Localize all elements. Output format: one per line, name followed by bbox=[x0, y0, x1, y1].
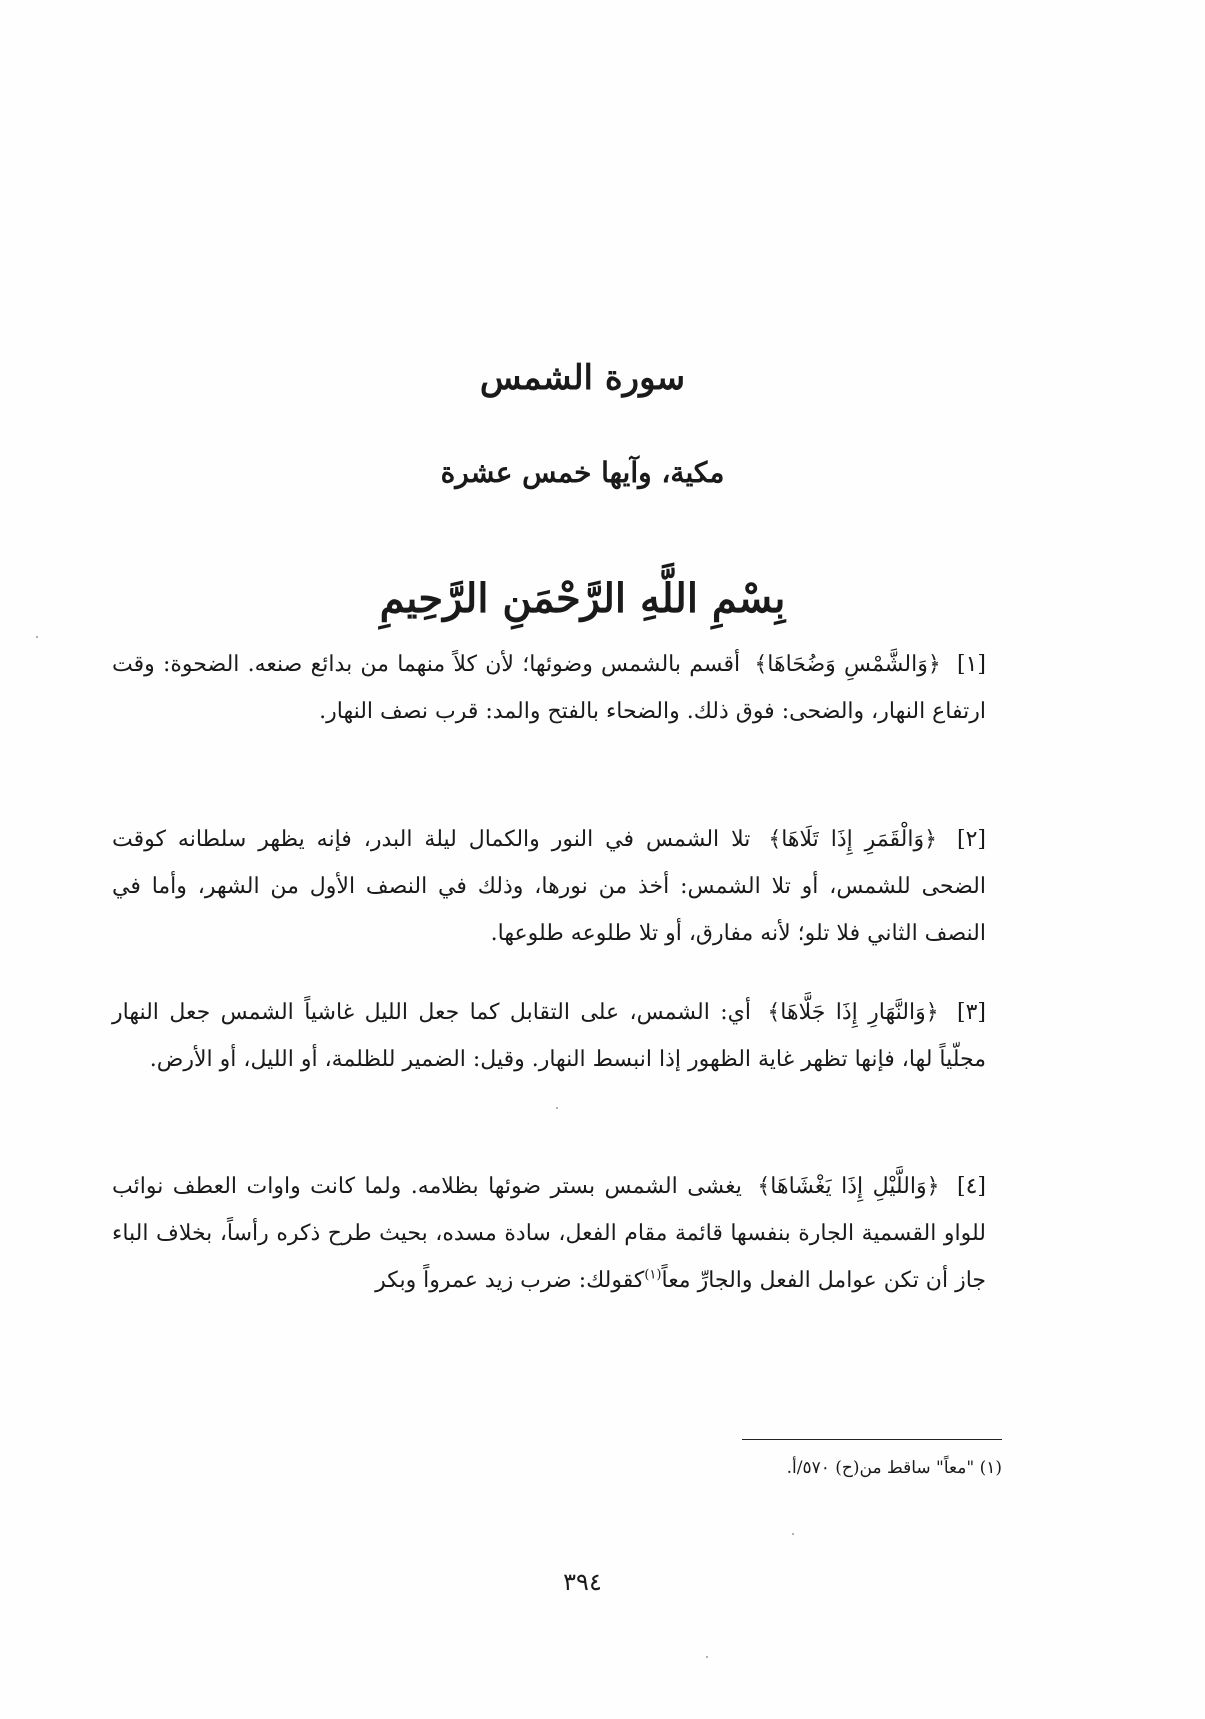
paragraph-text: تلا الشمس في النور والكمال ليلة البدر، فإنه يظهر سلطانه كوقت الضحى للشمس، أو تلا الشمس: أخذ من نورها، وذلك في النصف الأول من الشهر، وأما في النصف الثاني فلا تلو؛ لأنه مفارق، أو تلا طلوعه طلوعها. bbox=[112, 827, 986, 946]
paragraph-text: أقسم بالشمس وضوئها؛ لأن كلاً منهما من بدائع صنعه. الضحوة: وقت ارتفاع النهار، والضحى: فوق ذلك. والضحاء بالفتح والمد: قرب نصف النهار. bbox=[112, 652, 986, 724]
paragraph-3 bbox=[112, 989, 986, 1083]
paragraph-2 bbox=[112, 816, 986, 957]
paragraph-1 bbox=[112, 641, 986, 735]
scan-speck bbox=[556, 1107, 558, 1109]
paragraph-text: أي: الشمس، على التقابل كما جعل الليل غاشياً الشمس جعل النهار مجلّياً لها، فإنها تظهر غاية الظهور إذا انبسط النهار. وقيل: الضمير للظلمة، أو الليل، أو الأرض. bbox=[112, 1000, 986, 1072]
verse-number: [٤] bbox=[956, 1174, 986, 1199]
scan-speck bbox=[36, 636, 38, 638]
surah-subtitle: مكية، وآيها خمس عشرة bbox=[440, 456, 725, 489]
verse-quote: ﴿وَالنَّهَارِ إِذَا جَلَّاهَا﴾ bbox=[767, 1000, 939, 1025]
scan-speck bbox=[706, 1656, 708, 1658]
verse-quote: ﴿وَالْقَمَرِ إِذَا تَلَاهَا﴾ bbox=[768, 827, 938, 852]
verse-number: [٣] bbox=[957, 1000, 987, 1025]
verse-number: [٢] bbox=[956, 827, 986, 852]
scan-speck bbox=[792, 1533, 794, 1535]
footnote: (١) "معاً" ساقط من(ح) ٥٧٠/أ. bbox=[786, 1458, 1002, 1478]
page-number: ٣٩٤ bbox=[563, 1568, 602, 1596]
footnote-divider bbox=[742, 1439, 1002, 1440]
footnote-reference: (١) bbox=[644, 1267, 662, 1283]
verse-number: [١] bbox=[957, 652, 987, 677]
paragraph-4 bbox=[112, 1163, 986, 1304]
verse-quote: ﴿وَاللَّيْلِ إِذَا يَغْشَاهَا﴾ bbox=[757, 1174, 940, 1199]
paragraph-text-continued: كقولك: ضرب زيد عمرواً وبكر bbox=[375, 1268, 645, 1293]
verse-quote: ﴿وَالشَّمْسِ وَضُحَاهَا﴾ bbox=[754, 652, 941, 677]
surah-title: سورة الشمس bbox=[479, 358, 686, 398]
paragraph-text: يغشى الشمس بستر ضوئها بظلامه. ولما كانت واوات العطف نوائب للواو القسمية الجارة بنفسها قائمة مقام الفعل، سادة مسده، بحيث طرح ذكره رأساً، بخلاف الباء جاز أن تكن عوامل الفعل والجارِّ معاً bbox=[112, 1174, 986, 1293]
basmala: بِسْمِ اللَّهِ الرَّحْمَنِ الرَّحِيمِ bbox=[379, 575, 786, 622]
